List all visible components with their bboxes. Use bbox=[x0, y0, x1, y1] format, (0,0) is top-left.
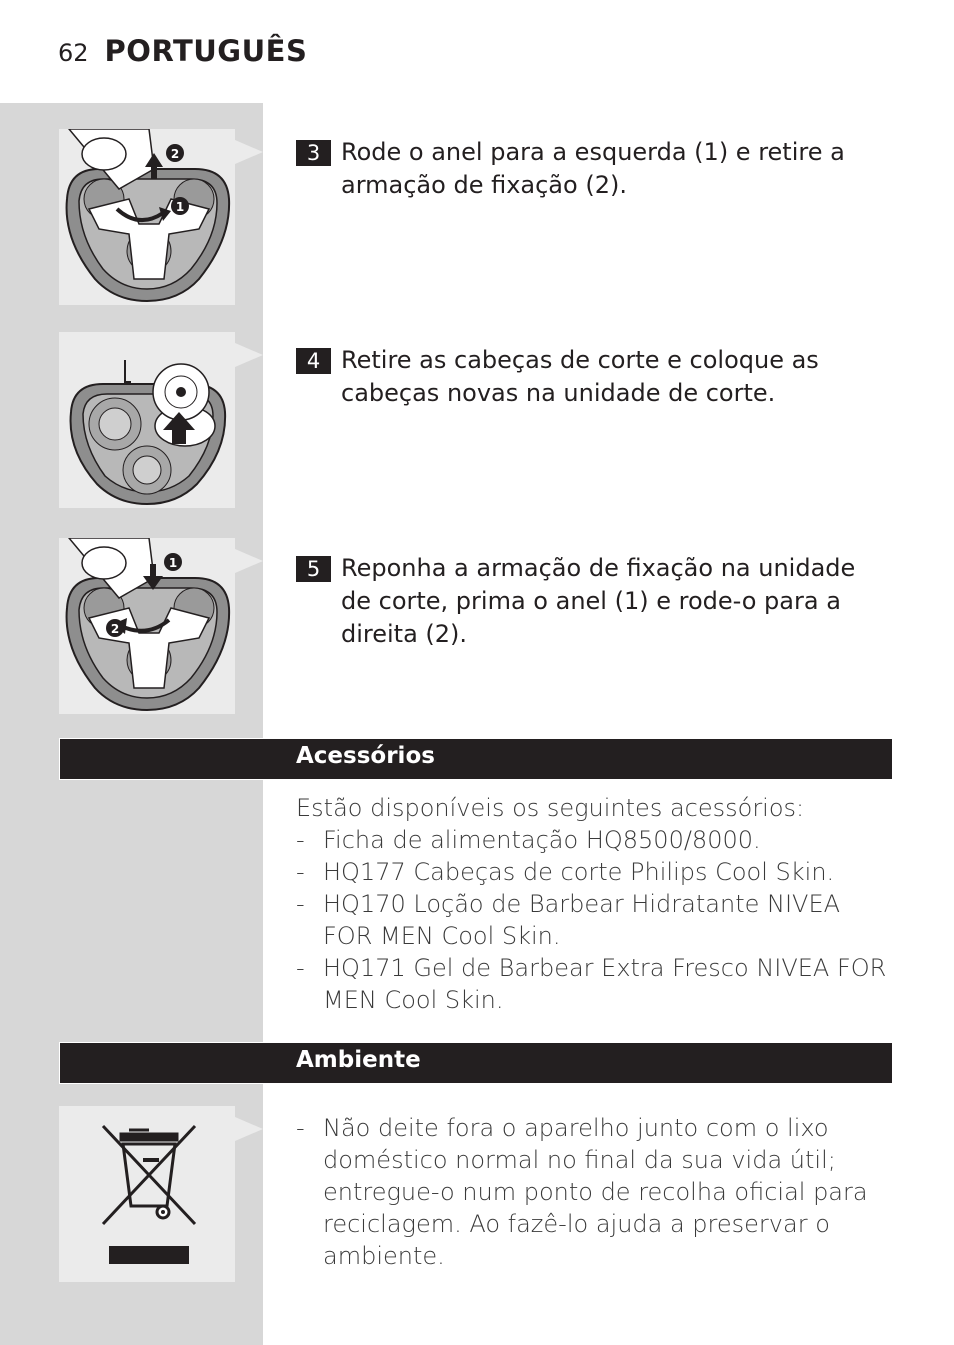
figure-label: 2 bbox=[170, 147, 180, 161]
environment-list bbox=[296, 1112, 896, 1272]
section-bar-accessories bbox=[59, 738, 893, 780]
step-number: 4 bbox=[296, 348, 331, 374]
step-4 bbox=[296, 344, 886, 410]
figure-remove-retaining-frame bbox=[59, 129, 235, 305]
page-header bbox=[58, 34, 307, 74]
list-item: - Ficha de alimentação HQ8500/8000. bbox=[296, 824, 896, 856]
section-bar-environment bbox=[59, 1042, 893, 1084]
figure-reattach-retaining-frame bbox=[59, 538, 235, 714]
step-text: Retire as cabeças de corte e coloque as cabeças novas na unidade de corte. bbox=[341, 346, 819, 407]
list-item: - HQ171 Gel de Barbear Extra Fresco NIVEA FOR MEN Cool Skin. bbox=[296, 952, 896, 1016]
section-title-environment: Ambiente bbox=[296, 1047, 421, 1073]
figure-replace-cutting-heads bbox=[59, 332, 235, 508]
step-3 bbox=[296, 136, 886, 202]
figure-pointer bbox=[235, 140, 263, 164]
figure-pointer bbox=[235, 1117, 263, 1141]
figure-label: 2 bbox=[110, 622, 120, 636]
section-title-accessories: Acessórios bbox=[296, 743, 435, 769]
accessories-body bbox=[296, 792, 896, 1016]
page-number: 62 bbox=[58, 39, 89, 67]
accessories-intro: Estão disponíveis os seguintes acessórios: bbox=[296, 794, 805, 822]
figure-label: 1 bbox=[168, 556, 178, 570]
list-item: - HQ170 Loção de Barbear Hidratante NIVEA FOR MEN Cool Skin. bbox=[296, 888, 896, 952]
list-item: - HQ177 Cabeças de corte Philips Cool Skin. bbox=[296, 856, 896, 888]
accessories-list bbox=[296, 824, 896, 1016]
step-text: Rode o anel para a esquerda (1) e retire a armação de fixação (2). bbox=[341, 138, 845, 199]
step-text: Reponha a armação de fixação na unidade de corte, prima o anel (1) e rode-o para a direita (2). bbox=[341, 554, 856, 648]
figure-pointer bbox=[235, 549, 263, 573]
step-5 bbox=[296, 552, 886, 651]
list-item: - Não deite fora o aparelho junto com o lixo doméstico normal no final da sua vida útil; entregue-o num ponto de recolha oficial para reciclagem. Ao fazê-lo ajuda a preservar o ambiente. bbox=[296, 1112, 896, 1272]
figure-weee-symbol bbox=[59, 1106, 235, 1282]
figure-pointer bbox=[235, 343, 263, 367]
step-number: 3 bbox=[296, 140, 331, 166]
figure-label: 1 bbox=[175, 200, 185, 214]
language-title: PORTUGUÊS bbox=[104, 34, 308, 68]
environment-body bbox=[296, 1112, 896, 1272]
step-number: 5 bbox=[296, 556, 331, 582]
